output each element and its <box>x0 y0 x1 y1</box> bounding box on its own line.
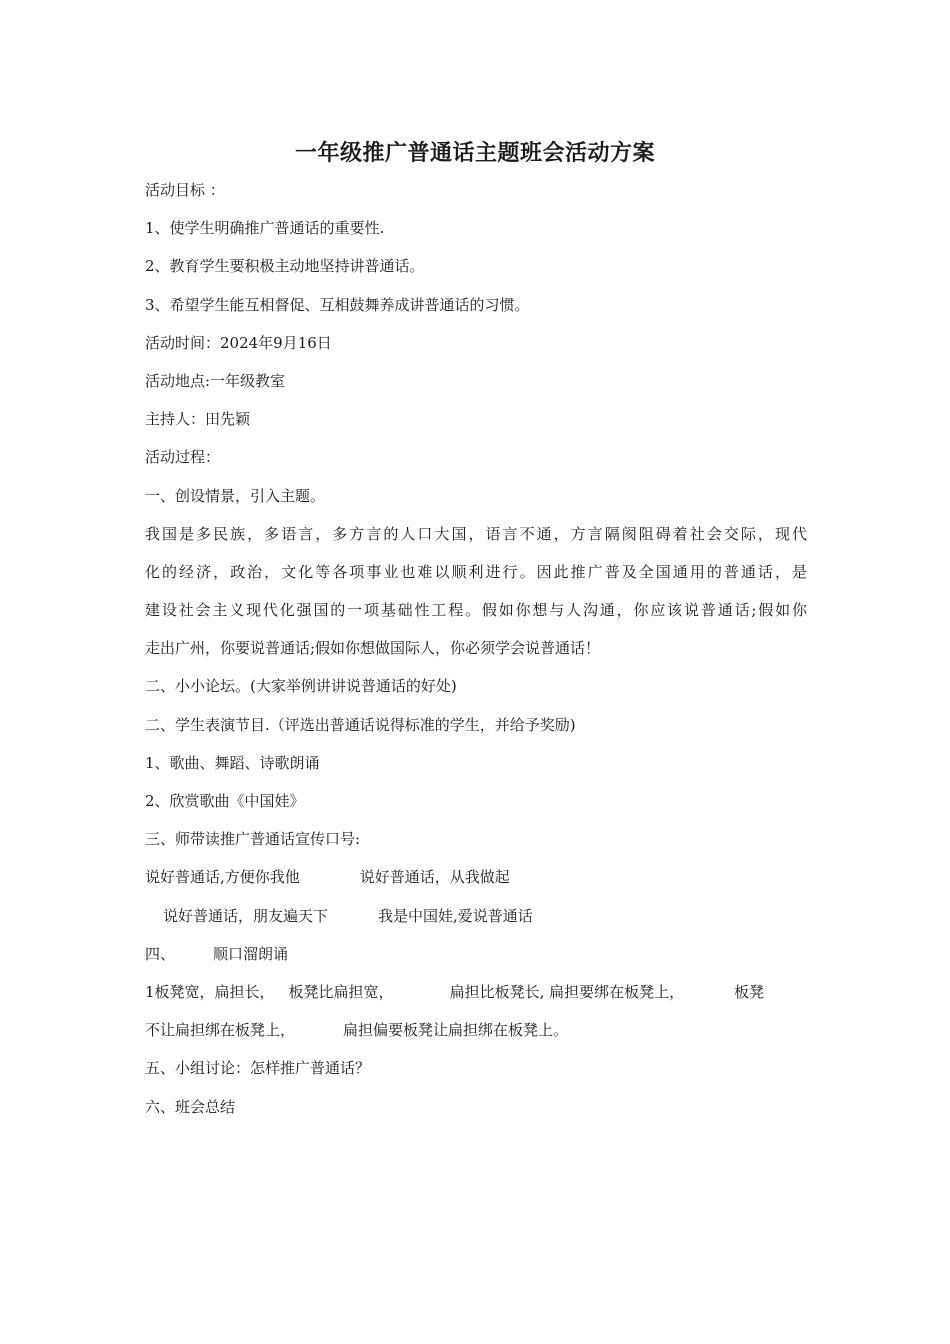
section-1-heading: 一、创设情景，引入主题。 <box>145 486 326 505</box>
slogan: 说好普通话，朋友遍天下 <box>163 906 329 925</box>
activity-host: 主持人：田先颖 <box>145 410 251 429</box>
performance-item: 2、欣赏歌曲《中国娃》 <box>145 792 305 810</box>
slogan-row <box>145 868 807 887</box>
document-title: 一年级推广普通话主题班会活动方案 <box>294 141 655 166</box>
rhyme-phrase: 板凳比扁担宽， <box>288 982 394 1001</box>
rhyme-phrase: 板凳 <box>734 982 765 1001</box>
section-6-heading: 六、班会总结 <box>145 1097 236 1116</box>
goal-item: 2、教育学生要积极主动地坚持讲普通话。 <box>145 257 425 276</box>
rhyme-line <box>145 1021 807 1040</box>
section-4-title: 顺口溜朗诵 <box>213 944 289 963</box>
paragraph-line: 化的经济，政治，文化等各项事业也难以顺利进行。因此推广普及全国通用的普通话，是 <box>145 562 807 581</box>
section-1-paragraph <box>145 525 807 659</box>
slogan: 说好普通话，从我做起 <box>359 868 510 887</box>
paragraph-line: 我国是多民族，多语言，多方言的人口大国，语言不通，方言隔阂阻碍着社会交际，现代 <box>145 524 807 543</box>
process-heading: 活动过程： <box>145 448 221 467</box>
rhyme-phrase: 扁担比板凳长, 扁担要绑在板凳上， <box>449 982 685 1001</box>
rhyme-phrase: 不让扁担绑在板凳上， <box>145 1021 296 1040</box>
slogan: 说好普通话,方便你我他 <box>145 868 300 887</box>
activity-place: 活动地点:一年级教室 <box>145 371 286 390</box>
document-body <box>145 181 807 1136</box>
paragraph-line: 走出广州，你要说普通话;假如你想做国际人，你必须学会说普通话！ <box>145 639 601 658</box>
goal-item: 1、使学生明确推广普通话的重要性. <box>145 219 385 238</box>
goals-heading: 活动目标 ： <box>145 181 225 199</box>
section-3-heading: 三、师带读推广普通话宣传口号: <box>145 830 361 849</box>
slogan: 我是中国娃,爱说普通话 <box>378 906 533 925</box>
rhyme-phrase: 扁担偏要板凳让扁担绑在板凳上。 <box>343 1021 569 1040</box>
performance-item: 1、歌曲、舞蹈、诗歌朗诵 <box>145 753 320 772</box>
section-4-heading <box>145 945 807 964</box>
section-2b-heading: 二、学生表演节目.（评选出普通话说得标准的学生，并给予奖励) <box>145 715 576 734</box>
section-4-number: 四、 <box>145 944 176 963</box>
activity-time: 活动时间：2024年9月16日 <box>145 333 332 352</box>
goal-item: 3、希望学生能互相督促、互相鼓舞养成讲普通话的习惯。 <box>145 295 530 314</box>
rhyme-line <box>145 983 807 1002</box>
rhyme-phrase: 1板凳宽，扁担长， <box>145 982 275 1001</box>
slogan-row <box>145 907 807 926</box>
section-2a-heading: 二、小小论坛。(大家举例讲讲说普通话的好处) <box>145 677 457 696</box>
section-5-heading: 五、小组讨论：怎样推广普通话？ <box>145 1059 371 1078</box>
paragraph-line: 建设社会主义现代化强国的一项基础性工程。假如你想与人沟通，你应该说普通话;假如你 <box>145 601 807 620</box>
